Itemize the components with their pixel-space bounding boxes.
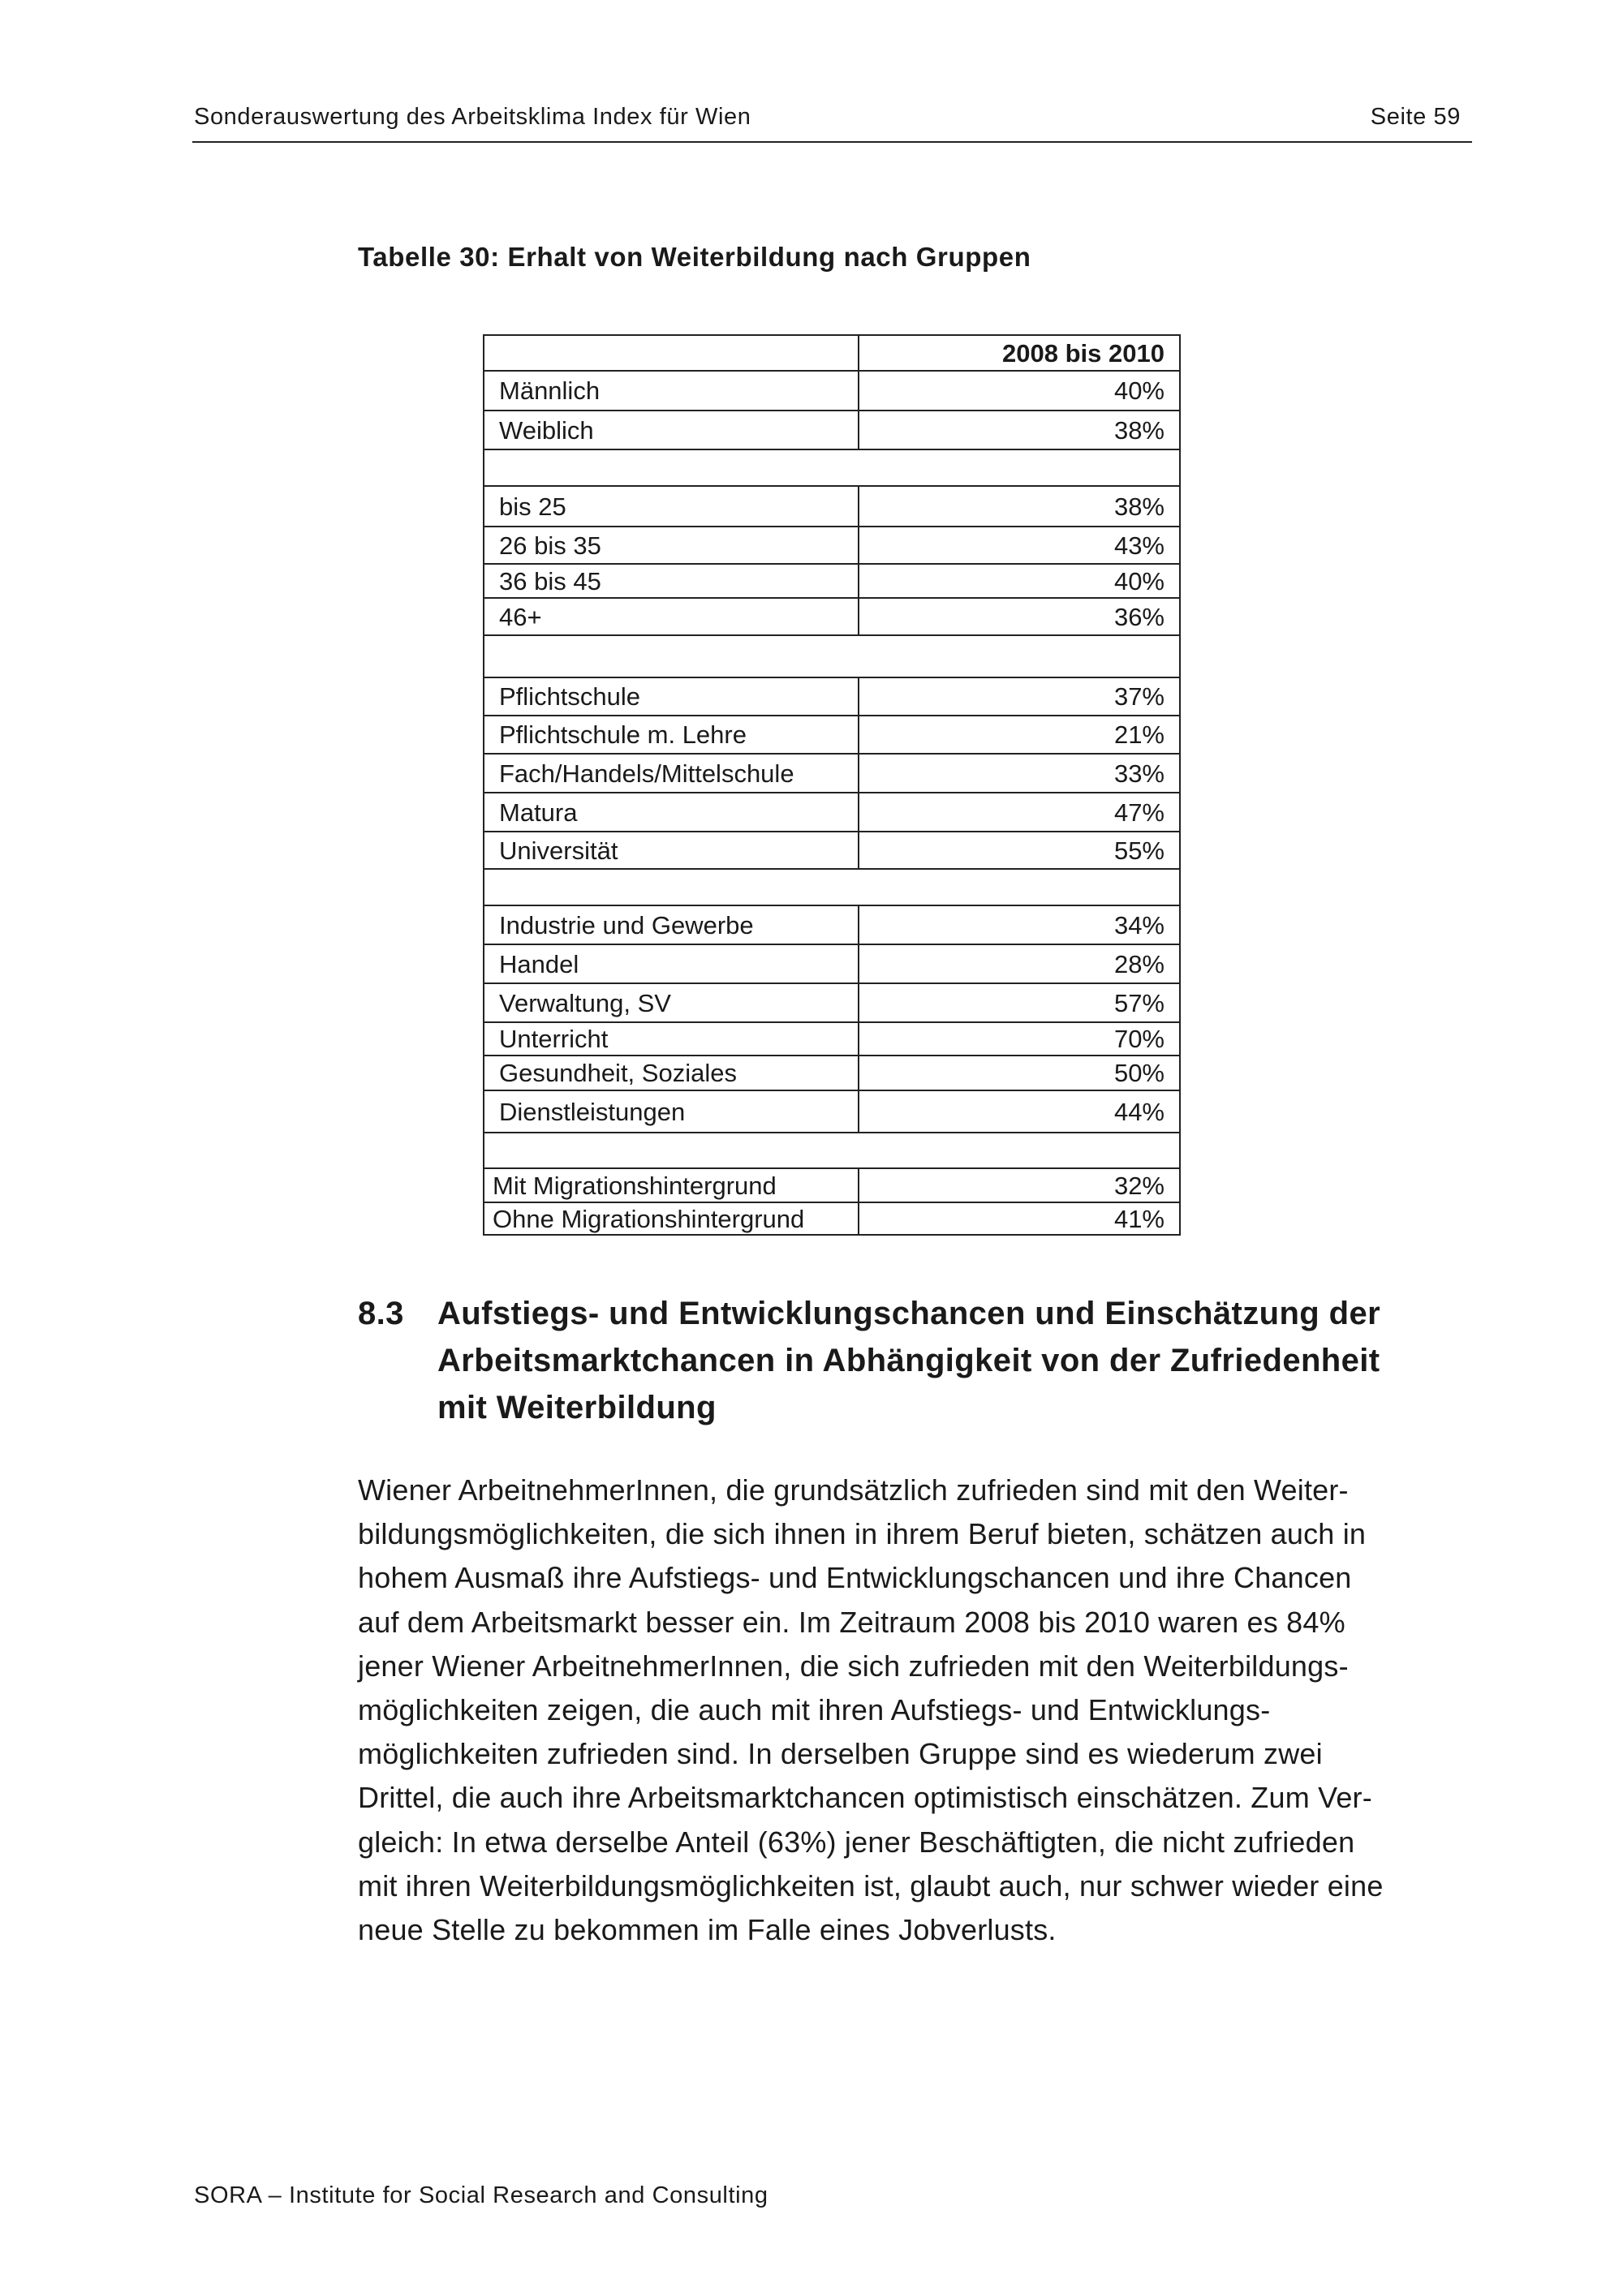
table-row	[484, 598, 1180, 635]
row-value: 47%	[859, 793, 1180, 832]
row-label: 36 bis 45	[484, 564, 859, 598]
paragraph-line: neue Stelle zu bekommen im Falle eines Jobverlusts.	[358, 1913, 1057, 1947]
row-value: 36%	[859, 598, 1180, 635]
section-title	[437, 1290, 1476, 1431]
row-label: Dienstleistungen	[484, 1090, 859, 1133]
row-label: Handel	[484, 944, 859, 983]
page-header	[192, 101, 1472, 143]
document-title: Sonderauswertung des Arbeitsklima Index für Wien	[194, 104, 751, 130]
group-separator-row	[484, 449, 1180, 486]
page-footer: SORA – Institute for Social Research and Consulting	[194, 2182, 768, 2208]
column-header-period: 2008 bis 2010	[859, 335, 1180, 371]
row-value: 38%	[859, 411, 1180, 449]
group-separator-row	[484, 869, 1180, 905]
row-label: bis 25	[484, 486, 859, 527]
table-row	[484, 564, 1180, 598]
table-row	[484, 944, 1180, 983]
table-header-row	[484, 335, 1180, 371]
table-row	[484, 677, 1180, 716]
row-value: 34%	[859, 905, 1180, 944]
row-label: Universität	[484, 832, 859, 869]
table-row	[484, 793, 1180, 832]
table-row	[484, 1056, 1180, 1090]
row-value: 37%	[859, 677, 1180, 716]
paragraph-line: gleich: In etwa derselbe Anteil (63%) jener Beschäftigten, die nicht zufrieden	[358, 1825, 1355, 1859]
table-row	[484, 1202, 1180, 1235]
table-row	[484, 716, 1180, 754]
table-row	[484, 754, 1180, 793]
row-label: Verwaltung, SV	[484, 983, 859, 1022]
paragraph-line: Wiener ArbeitnehmerInnen, die grundsätzlich zufrieden sind mit den Weiter-	[358, 1473, 1349, 1507]
separator-cell	[484, 869, 1180, 905]
paragraph-line: Drittel, die auch ihre Arbeitsmarktchancen optimistisch einschätzen. Zum Ver-	[358, 1781, 1372, 1815]
group-separator-row	[484, 635, 1180, 677]
table-row	[484, 1090, 1180, 1133]
data-table	[483, 334, 1181, 1236]
row-label: Fach/Handels/Mittelschule	[484, 754, 859, 793]
paragraph-line: möglichkeiten zeigen, die auch mit ihren Aufstiegs- und Entwicklungs-	[358, 1693, 1271, 1727]
row-value: 28%	[859, 944, 1180, 983]
row-label: Pflichtschule m. Lehre	[484, 716, 859, 754]
table-row	[484, 832, 1180, 869]
section-title-line: Aufstiegs- und Entwicklungschancen und Einschätzung der	[437, 1296, 1381, 1331]
paragraph-line: jener Wiener ArbeitnehmerInnen, die sich zufrieden mit den Weiterbildungs-	[358, 1649, 1349, 1683]
table-row	[484, 983, 1180, 1022]
row-label: Mit Migrationshintergrund	[484, 1168, 859, 1202]
body-paragraph	[358, 1468, 1478, 1952]
row-value: 55%	[859, 832, 1180, 869]
row-value: 32%	[859, 1168, 1180, 1202]
row-value: 70%	[859, 1022, 1180, 1056]
table-header-empty-cell	[484, 335, 859, 371]
row-label: Weiblich	[484, 411, 859, 449]
row-label: Männlich	[484, 371, 859, 411]
separator-cell	[484, 635, 1180, 677]
row-label: 46+	[484, 598, 859, 635]
paragraph-line: hohem Ausmaß ihre Aufstiegs- und Entwicklungschancen und ihre Chancen	[358, 1561, 1352, 1595]
page-number: Seite 59	[1370, 104, 1461, 130]
row-value: 40%	[859, 564, 1180, 598]
row-label: Gesundheit, Soziales	[484, 1056, 859, 1090]
row-value: 57%	[859, 983, 1180, 1022]
row-value: 41%	[859, 1202, 1180, 1235]
table-row	[484, 411, 1180, 449]
table-row	[484, 527, 1180, 564]
table-row	[484, 1022, 1180, 1056]
table-row	[484, 1168, 1180, 1202]
row-label: Matura	[484, 793, 859, 832]
table-row	[484, 371, 1180, 411]
row-value: 33%	[859, 754, 1180, 793]
row-label: Pflichtschule	[484, 677, 859, 716]
row-label: Industrie und Gewerbe	[484, 905, 859, 944]
separator-cell	[484, 1133, 1180, 1168]
separator-cell	[484, 449, 1180, 486]
row-value: 44%	[859, 1090, 1180, 1133]
paragraph-line: mit ihren Weiterbildungsmöglichkeiten ist, glaubt auch, nur schwer wieder eine	[358, 1868, 1384, 1903]
row-label: Unterricht	[484, 1022, 859, 1056]
paragraph-line: möglichkeiten zufrieden sind. In derselben Gruppe sind es wiederum zwei	[358, 1737, 1323, 1771]
row-value: 38%	[859, 486, 1180, 527]
row-label: 26 bis 35	[484, 527, 859, 564]
section-number: 8.3	[358, 1296, 404, 1331]
row-label: Ohne Migrationshintergrund	[484, 1202, 859, 1235]
paragraph-line: auf dem Arbeitsmarkt besser ein. Im Zeitraum 2008 bis 2010 waren es 84%	[358, 1605, 1345, 1639]
table-row	[484, 486, 1180, 527]
table-row	[484, 905, 1180, 944]
row-value: 43%	[859, 527, 1180, 564]
section-title-line: Arbeitsmarktchancen in Abhängigkeit von der Zufriedenheit	[437, 1343, 1380, 1378]
group-separator-row	[484, 1133, 1180, 1168]
row-value: 50%	[859, 1056, 1180, 1090]
row-value: 21%	[859, 716, 1180, 754]
section-title-line: mit Weiterbildung	[437, 1390, 717, 1425]
paragraph-line: bildungsmöglichkeiten, die sich ihnen in ihrem Beruf bieten, schätzen auch in	[358, 1517, 1367, 1551]
row-value: 40%	[859, 371, 1180, 411]
table-caption: Tabelle 30: Erhalt von Weiterbildung nach Gruppen	[358, 242, 1031, 272]
